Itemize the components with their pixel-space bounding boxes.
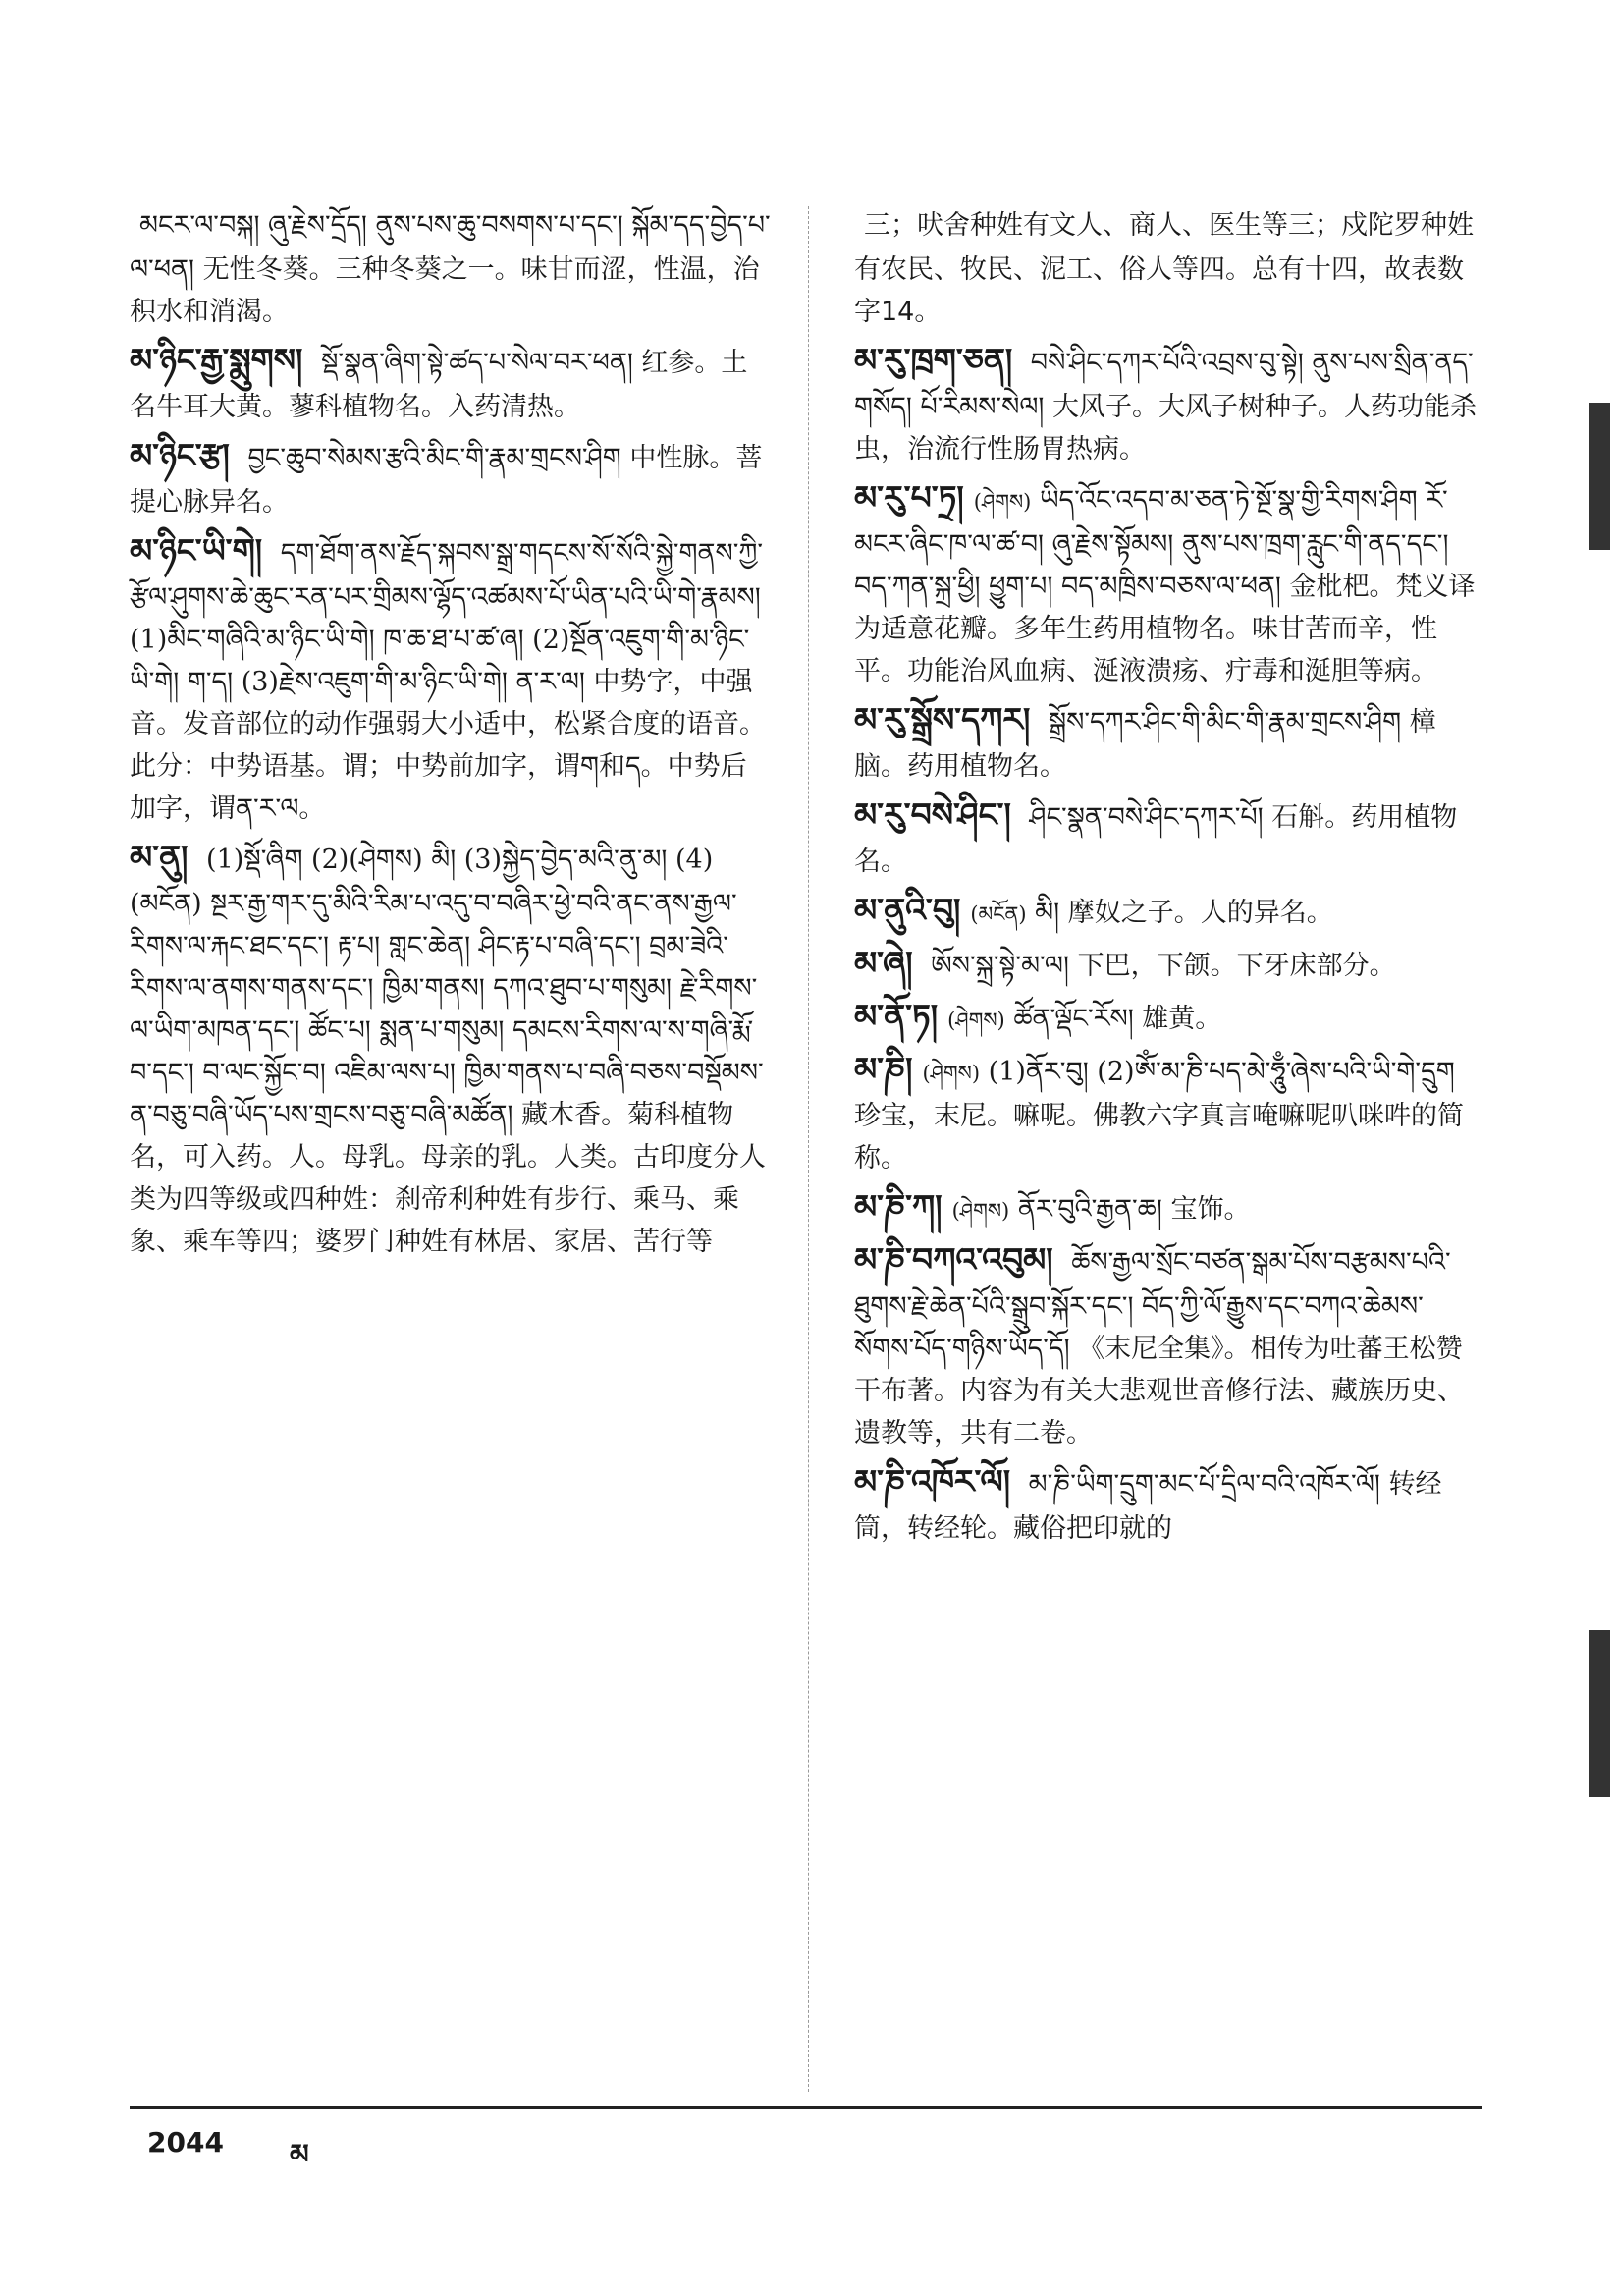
scan-edge-marks: [1577, 0, 1616, 2296]
chinese-definition: 《末尼全集》。相传为吐蕃王松赞干布著。内容为有关大悲观世音修行法、藏族历史、遗教等，共有二卷。: [854, 1334, 1464, 1449]
chinese-definition: 红参。土名牛耳大黄。蓼科植物名。入药清热。: [130, 348, 748, 422]
tibetan-definition: ཚོན་ལྡོང་རོས།: [1013, 1004, 1134, 1034]
tibetan-definition: ཤིང་སྣན་བསེ་ཤིང་དཀར་པོ།: [1029, 802, 1264, 833]
tibetan-definition: མངར་ལ་བསྐ། ཞུ་རྗེས་དྲོད། ནུས་པས་ཆུ་བསགས་པ་དང་། སྐོམ་དད་བྱེད་པ་ལ་ཕན།: [130, 210, 771, 285]
dictionary-entry: [854, 942, 1482, 989]
chinese-definition: 下巴，下颌。下牙床部分。: [1077, 951, 1396, 981]
headword: མ་ནུའི་བུ།: [854, 891, 961, 929]
headword: མ་ནོ་ཏ།: [854, 997, 939, 1035]
dictionary-entry: [854, 1238, 1482, 1454]
tibetan-definition: བསེ་ཤིང་དཀར་པོའི་འབྲས་བུ་སྟེ། ནུས་པས་སྲིན་ནད་གསོད། པོ་རིམས་སེལ།: [854, 348, 1474, 422]
tibetan-definition: སྡོ་སྣན་ཞིག་སྟེ་ཚད་པ་སེལ་བར་ཕན།: [320, 348, 633, 378]
dictionary-entry: [854, 793, 1482, 883]
dictionary-entry: [854, 476, 1482, 692]
page-number: 2044: [147, 2126, 224, 2159]
dictionary-entry: [130, 339, 773, 428]
grammar-tag: (ཤེགས): [951, 1199, 1010, 1223]
dictionary-entry: [130, 434, 773, 523]
dictionary-entry: [854, 1048, 1482, 1179]
headword: མ་ཞེ།: [854, 944, 913, 982]
tibetan-definition: ནོར་བུའི་རྒྱན་ཆ།: [1017, 1194, 1162, 1225]
tibetan-definition: དག་ཐོག་ནས་རྗོད་སྐབས་སྒྲ་གདངས་སོ་སོའི་སྐྱེ་གནས་ཀྱི་རྩོལ་ཤུགས་ཆེ་ཆུང་རན་པར་གྲིམས་ལྷོད་འཚམས་པོ་ཡིན་པའི་ཡི་གེ་རྣམས། (1)མིང་གཞིའི་མ་ཉིང་ཡི་གེ། ཁ་ཆ་ཐ་པ་ཚ་ཞ། (2)སྔོན་འཇུག་གི་མ་ཉིང་ཡི་གེ། ག་ད། (3)རྗེས་འཇུག་གི་མ་ཉིང་ཡི་གེ། ན་ར་ལ།: [130, 538, 764, 697]
chinese-definition: 雄黄。: [1142, 1004, 1222, 1034]
tibetan-definition: མི།: [1035, 898, 1060, 928]
tibetan-definition: ཨོས་སྐྲ་སྟེ་མ་ལ།: [931, 951, 1069, 981]
dictionary-entry: [130, 201, 773, 333]
headword: མ་ཎི་ཀ།: [854, 1187, 943, 1226]
headword: མ་རུ་སྒྲོས་དཀར།: [854, 700, 1031, 738]
grammar-tag: (ཤེགས): [973, 490, 1032, 514]
chinese-definition: 宝饰。: [1170, 1194, 1251, 1225]
chinese-definition: 无性冬葵。三种冬葵之一。味甘而涩，性温，治积水和消渴。: [130, 254, 760, 327]
dictionary-entry: [854, 995, 1482, 1042]
grammar-tag: (མངོན): [970, 902, 1027, 926]
headword: མ་ཉིང་རྩ།: [130, 436, 230, 474]
tibetan-definition: ཆོས་རྒྱལ་སྲོང་བཙན་སྒམ་པོས་བརྩམས་པའི་ཐུགས་རྗེ་ཆེན་པོའི་སྒྲུབ་སྐོར་དང་། བོད་ཀྱི་ལོ་རྒྱུས་དང་བཀའ་ཆེམས་སོགས་པོད་གཉིས་ཡོད་དོ།: [854, 1247, 1451, 1364]
headword: མ་ཎི་བཀའ་འབུམ།: [854, 1240, 1053, 1279]
dictionary-entry: [854, 201, 1482, 333]
headword: མ་རུ་ཁྲག་ཅན།: [854, 341, 1013, 379]
headword: མ་ཎི།: [854, 1050, 913, 1088]
column-divider: [808, 206, 809, 2092]
dictionary-entry: [854, 1460, 1482, 1550]
chinese-definition: 转经筒，转经轮。藏俗把印就的: [854, 1469, 1442, 1544]
left-column: [130, 201, 773, 1269]
headword: མ་རུ་པ་ཏྲ།: [854, 478, 964, 517]
dictionary-entry: [854, 889, 1482, 936]
chinese-definition: 大风子。大风子树种子。人药功能杀虫，治流行性肠胃热病。: [854, 392, 1477, 465]
chinese-definition: 中势字，中强音。发音部位的动作强弱大小适中，松紧合度的语音。此分：中势语基。谓；中势前加字，谓ག和ད。中势后加字，谓ན་ར་ལ。: [130, 667, 766, 824]
grammar-tag: (ཤེགས): [922, 1062, 981, 1085]
grammar-tag: (ཤེགས): [947, 1009, 1005, 1032]
headword: མ་ཉིང་རྒྱ་སྨུགས།: [130, 341, 303, 379]
right-column: [854, 201, 1482, 1556]
chinese-definition: 金枇杷。梵义译为适意花瓣。多年生药用植物名。味甘苦而辛，性平。功能治风血病、涎液溃疡、疔毒和涎胆等病。: [854, 572, 1476, 686]
headword: མ་ནུ།: [130, 838, 189, 876]
dictionary-entry: [854, 698, 1482, 788]
chinese-definition: 藏木香。菊科植物名，可入药。人。母乳。母亲的乳。人类。古印度分人类为四等级或四种姓：刹帝利种姓有步行、乘马、乘象、乘车等四；婆罗门种姓有林居、家居、苦行等: [130, 1100, 766, 1257]
chinese-definition: 中性脉。菩提心脉异名。: [130, 443, 763, 518]
chinese-definition: 三；吠舍种姓有文人、商人、医生等三；戍陀罗种姓有农民、牧民、泥工、俗人等四。总有十四，故表数字14。: [854, 210, 1474, 327]
chinese-definition: 摩奴之子。人的异名。: [1067, 898, 1333, 928]
headword: མ་རུ་བསེ་ཤིང་།: [854, 795, 1011, 834]
dictionary-entry: [854, 1185, 1482, 1232]
footer-rule: [130, 2106, 1482, 2109]
chinese-definition: 樟脑。药用植物名。: [854, 707, 1436, 782]
dictionary-entry: [130, 529, 773, 830]
tibetan-definition: (1)སྡོ་ཞིག (2)(ཤེགས) མི། (3)སྐྱེད་བྱེད་མའི་ནུ་མ། (4)(མངོན) སྔར་རྒྱ་གར་དུ་མིའི་རིམ་པ་འདུ་བ་བཞིར་ཕྱེ་བའི་ནང་ནས་རྒྱལ་རིགས་ལ་རྐང་ཐང་དང་། རྟ་པ། གླང་ཆེན། ཤིང་རྟ་པ་བཞི་དང་། བྲམ་ཟེའི་རིགས་ལ་ནགས་གནས་དང་། ཁྱིམ་གནས། དཀའ་ཐུབ་པ་གསུམ། རྗེ་རིགས་ལ་ཡིག་མཁན་དང་། ཚོང་པ། སྨན་པ་གསུམ། དམངས་རིགས་ལ་ས་གཞི་རྨོ་བ་དང་། བ་ལང་སྐྱོང་བ། འཇིམ་ལས་པ། ཁྱིམ་གནས་པ་བཞི་བཅས་བསྡོམས་ན་བཅུ་བཞི་ཡོད་པས་གྲངས་བཅུ་བཞི་མཚོན།: [130, 845, 764, 1130]
scan-mark: [1589, 1630, 1610, 1797]
tibetan-definition: མ་ཎི་ཡིག་དྲུག་མང་པོ་དྲིལ་བའི་འཁོར་ལོ།: [1028, 1469, 1380, 1500]
chinese-definition: 珍宝，末尼。嘛呢。佛教六字真言唵嘛呢叭咪吽的简称。: [854, 1101, 1464, 1174]
headword: མ་ཉིང་ཡི་གེ།: [130, 531, 263, 570]
headword: མ་ཎི་འཁོར་ལོ།: [854, 1462, 1011, 1501]
chinese-definition: 石斛。药用植物名。: [854, 802, 1458, 877]
dictionary-entry: [130, 836, 773, 1263]
tibetan-definition: སྒྲོས་དཀར་ཤིང་གི་མིང་གི་རྣམ་གྲངས་ཤིག: [1048, 707, 1402, 738]
tibetan-definition: (1)ནོར་བུ། (2)ཨོཾ་མ་ཎི་པད་མེ་ཧཱུྃ་ཞེས་པའི་ཡི་གེ་དྲུག: [988, 1057, 1455, 1087]
page-section-letter: མ: [290, 2138, 309, 2170]
scan-mark: [1589, 403, 1610, 550]
tibetan-definition: ཡིད་འོང་འདབ་མ་ཅན་ཏེ་སྔོ་སྣ་གྱི་རིགས་ཤིག རོ་མངར་ཞིང་ཁ་ལ་ཚ་བ། ཞུ་རྗེས་སྟོམས། ནུས་པས་ཁྲག་རླུང་གི་ནད་དང་། བད་ཀན་སྐྲ་ཕྱི། ཕྱུག་པ། བད་མཁྲིས་བཅས་ལ་ཕན།: [854, 485, 1449, 602]
tibetan-definition: བྱང་ཆུབ་སེམས་རྩའི་མིང་གི་རྣམ་གྲངས་ཤིག: [247, 443, 621, 473]
dictionary-entry: [854, 339, 1482, 470]
